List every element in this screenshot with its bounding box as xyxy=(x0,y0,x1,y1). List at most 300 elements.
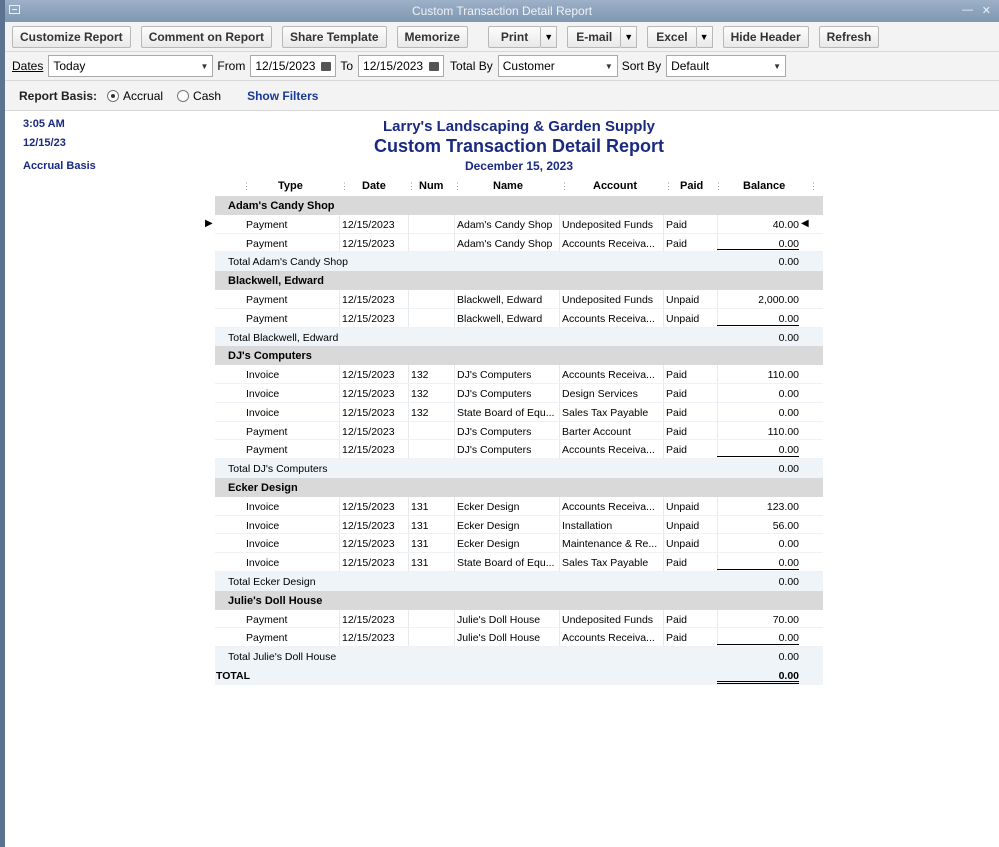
cell-divider xyxy=(663,534,664,552)
dates-value: Today xyxy=(53,59,86,73)
table-row[interactable] xyxy=(215,403,823,422)
cell-divider xyxy=(408,516,409,534)
cell-name: Blackwell, Edward xyxy=(457,312,543,325)
cell-divider xyxy=(559,309,560,327)
cell-paid: Paid xyxy=(666,369,688,382)
cell-name: Adam's Candy Shop xyxy=(457,218,553,231)
subtotal-label: Total Blackwell, Edward xyxy=(228,331,339,344)
minimize-icon[interactable]: — xyxy=(962,4,973,16)
cell-type: Payment xyxy=(246,293,288,306)
cell-balance: 0.00 xyxy=(778,237,799,250)
cell-account: Undeposited Funds xyxy=(562,613,654,626)
cell-balance: 0.00 xyxy=(778,312,799,325)
excel-button[interactable]: Excel xyxy=(647,26,696,48)
table-row[interactable] xyxy=(215,384,823,403)
sort-by-label: Sort By xyxy=(621,59,662,73)
print-split-button xyxy=(478,26,557,48)
column-resize-handle[interactable]: ⋮ xyxy=(407,181,416,191)
group-header-row[interactable] xyxy=(215,271,823,290)
cell-divider xyxy=(717,384,718,402)
cell-name: DJ's Computers xyxy=(457,425,532,438)
cell-account: Sales Tax Payable xyxy=(562,557,649,570)
cell-divider xyxy=(717,422,718,440)
cell-balance: 70.00 xyxy=(772,613,799,626)
cell-balance: 0.00 xyxy=(778,632,799,645)
show-filters-link[interactable]: Show Filters xyxy=(247,88,319,103)
radio-unselected-icon[interactable] xyxy=(177,90,189,102)
column-resize-handle[interactable]: ⋮ xyxy=(242,181,251,191)
cell-date: 12/15/2023 xyxy=(342,293,395,306)
dates-select[interactable] xyxy=(48,55,213,77)
cell-balance: 110.00 xyxy=(767,369,799,382)
cell-divider xyxy=(408,290,409,308)
to-date-value: 12/15/2023 xyxy=(363,59,424,73)
cell-divider xyxy=(663,553,664,571)
cell-divider xyxy=(408,403,409,421)
subtotal-underline xyxy=(717,325,799,326)
row-pointer-left-icon: ◀ xyxy=(801,217,809,229)
cell-type: Invoice xyxy=(246,387,280,400)
cell-divider xyxy=(454,384,455,402)
cell-account: Accounts Receiva... xyxy=(562,312,655,325)
column-header-balance[interactable]: Balance xyxy=(743,180,786,192)
from-date-value: 12/15/2023 xyxy=(255,59,316,73)
cell-date: 12/15/2023 xyxy=(342,218,395,231)
excel-dropdown-icon[interactable]: ▼ xyxy=(697,26,713,48)
total-by-select[interactable] xyxy=(498,55,618,77)
cell-type: Invoice xyxy=(246,369,280,382)
chevron-down-icon: ▼ xyxy=(604,61,613,71)
cell-divider xyxy=(663,365,664,383)
table-row[interactable] xyxy=(215,610,823,629)
column-resize-handle[interactable]: ⋮ xyxy=(809,181,818,191)
cell-date: 12/15/2023 xyxy=(342,557,395,570)
cell-divider xyxy=(559,384,560,402)
column-resize-handle[interactable]: ⋮ xyxy=(664,181,673,191)
share-template-button[interactable]: Share Template xyxy=(282,26,386,48)
customize-report-button[interactable]: Customize Report xyxy=(12,26,131,48)
cell-divider xyxy=(717,534,718,552)
to-label: To xyxy=(340,59,354,73)
subtotal-label: Total DJ's Computers xyxy=(228,463,328,476)
cell-date: 12/15/2023 xyxy=(342,237,395,250)
grand-total-amount: 0.00 xyxy=(778,669,799,682)
cell-divider xyxy=(408,497,409,515)
chevron-down-icon: ▼ xyxy=(200,61,209,71)
cell-name: Blackwell, Edward xyxy=(457,293,543,306)
report-basis-bar xyxy=(5,81,999,111)
subtotal-underline xyxy=(717,644,799,645)
report-date-range: December 15, 2023 xyxy=(464,159,574,173)
cell-divider xyxy=(454,497,455,515)
cell-divider xyxy=(408,309,409,327)
calendar-icon[interactable] xyxy=(429,62,439,71)
subtotal-row[interactable] xyxy=(215,328,823,347)
cell-name: DJ's Computers xyxy=(457,387,532,400)
cell-divider xyxy=(454,628,455,646)
column-resize-handle[interactable]: ⋮ xyxy=(560,181,569,191)
cell-type: Payment xyxy=(246,312,288,325)
cell-divider xyxy=(454,403,455,421)
cell-divider xyxy=(339,234,340,252)
cell-divider xyxy=(408,234,409,252)
cell-type: Payment xyxy=(246,237,288,250)
subtotal-row[interactable] xyxy=(215,572,823,591)
cell-account: Barter Account xyxy=(562,425,631,438)
cell-balance: 123.00 xyxy=(766,500,799,513)
cell-divider xyxy=(454,516,455,534)
excel-split-button xyxy=(647,26,712,48)
cell-type: Invoice xyxy=(246,519,280,532)
cell-divider xyxy=(339,309,340,327)
cell-name: Ecker Design xyxy=(457,538,520,551)
report-toolbar xyxy=(5,22,999,52)
cell-date: 12/15/2023 xyxy=(342,406,395,419)
column-resize-handle[interactable]: ⋮ xyxy=(453,181,462,191)
cell-divider xyxy=(408,215,409,233)
memorize-button[interactable]: Memorize xyxy=(397,26,468,48)
cell-paid: Paid xyxy=(666,237,688,250)
cell-divider xyxy=(454,290,455,308)
from-date-field[interactable] xyxy=(250,55,336,77)
cell-balance: 0.00 xyxy=(778,557,799,570)
column-resize-handle[interactable]: ⋮ xyxy=(340,181,349,191)
table-row[interactable] xyxy=(215,628,823,647)
cell-paid: Unpaid xyxy=(666,312,700,325)
group-label: Ecker Design xyxy=(228,481,298,494)
cell-divider xyxy=(408,553,409,571)
cell-divider xyxy=(408,610,409,628)
cell-divider xyxy=(454,440,455,458)
cell-type: Invoice xyxy=(246,406,280,419)
subtotal-amount: 0.00 xyxy=(778,331,799,344)
comment-on-report-button[interactable]: Comment on Report xyxy=(141,26,272,48)
cell-divider xyxy=(339,422,340,440)
subtotal-underline xyxy=(717,569,799,570)
cell-name: Ecker Design xyxy=(457,500,520,513)
table-row[interactable] xyxy=(215,290,823,309)
cell-name: Julie's Doll House xyxy=(457,613,541,626)
email-button[interactable]: E-mail xyxy=(567,26,621,48)
cell-divider xyxy=(717,516,718,534)
cell-divider xyxy=(559,215,560,233)
column-header-account[interactable]: Account xyxy=(593,180,637,192)
cell-divider xyxy=(339,534,340,552)
cell-name: Adam's Candy Shop xyxy=(457,237,553,250)
cell-paid: Unpaid xyxy=(666,519,700,532)
cell-divider xyxy=(663,290,664,308)
cell-type: Payment xyxy=(246,444,288,457)
cell-divider xyxy=(454,534,455,552)
cell-type: Payment xyxy=(246,218,288,231)
cell-divider xyxy=(559,534,560,552)
column-header-num[interactable]: Num xyxy=(419,180,444,192)
cell-divider xyxy=(339,215,340,233)
cell-num: 132 xyxy=(411,369,429,382)
cell-name: Julie's Doll House xyxy=(457,632,541,645)
grand-total-row[interactable] xyxy=(215,666,823,685)
table-row[interactable] xyxy=(215,497,823,516)
table-row[interactable] xyxy=(215,309,823,328)
cell-divider xyxy=(454,422,455,440)
total-by-label: Total By xyxy=(450,59,493,73)
cell-paid: Paid xyxy=(666,406,688,419)
cell-divider xyxy=(663,234,664,252)
cell-balance: 2,000.00 xyxy=(758,293,799,306)
row-pointer-right-icon: ▶ xyxy=(205,217,213,229)
column-header-type[interactable]: Type xyxy=(278,180,303,192)
subtotal-amount: 0.00 xyxy=(778,575,799,588)
subtotal-label: Total Julie's Doll House xyxy=(228,651,337,664)
column-header-paid[interactable]: Paid xyxy=(680,180,704,192)
cell-date: 12/15/2023 xyxy=(342,500,395,513)
group-header-row[interactable] xyxy=(215,346,823,365)
dates-label: Dates xyxy=(12,59,44,73)
cell-paid: Paid xyxy=(666,218,688,231)
cell-divider xyxy=(559,290,560,308)
cell-divider xyxy=(454,365,455,383)
refresh-button[interactable]: Refresh xyxy=(819,26,880,48)
group-header-row[interactable] xyxy=(215,591,823,610)
cell-account: Accounts Receiva... xyxy=(562,632,655,645)
cell-account: Undeposited Funds xyxy=(562,293,654,306)
email-dropdown-icon[interactable]: ▼ xyxy=(621,26,637,48)
table-row[interactable] xyxy=(215,365,823,384)
group-label: Julie's Doll House xyxy=(228,594,323,607)
radio-selected-icon[interactable] xyxy=(107,90,119,102)
sort-by-value: Default xyxy=(671,59,710,73)
cell-date: 12/15/2023 xyxy=(342,632,395,645)
cell-account: Undeposited Funds xyxy=(562,218,654,231)
column-header-date[interactable]: Date xyxy=(362,180,386,192)
subtotal-label: Total Ecker Design xyxy=(228,575,316,588)
cell-paid: Unpaid xyxy=(666,538,700,551)
column-headers xyxy=(215,178,823,196)
cell-type: Invoice xyxy=(246,557,280,570)
accrual-label: Accrual xyxy=(123,88,164,103)
cell-divider xyxy=(339,497,340,515)
print-button[interactable]: Print xyxy=(488,26,541,48)
report-basis-label: Report Basis: xyxy=(19,88,98,103)
cell-divider xyxy=(559,440,560,458)
close-icon[interactable]: ✕ xyxy=(981,5,991,17)
group-header-row[interactable] xyxy=(215,478,823,497)
cell-divider xyxy=(717,290,718,308)
cell-date: 12/15/2023 xyxy=(342,444,395,457)
cell-divider xyxy=(559,403,560,421)
cell-divider xyxy=(717,610,718,628)
cell-account: Accounts Receiva... xyxy=(562,237,655,250)
chevron-down-icon: ▼ xyxy=(773,61,782,71)
cell-divider xyxy=(559,422,560,440)
filter-bar xyxy=(5,52,999,81)
cell-divider xyxy=(339,365,340,383)
group-label: DJ's Computers xyxy=(228,350,312,363)
cell-divider xyxy=(454,215,455,233)
table-row[interactable] xyxy=(215,234,823,253)
company-name: Larry's Landscaping & Garden Supply xyxy=(383,118,655,135)
subtotal-amount: 0.00 xyxy=(778,651,799,664)
calendar-icon[interactable] xyxy=(321,62,331,71)
cell-balance: 0.00 xyxy=(778,444,799,457)
grand-total-label: TOTAL xyxy=(216,669,251,682)
cell-divider xyxy=(559,234,560,252)
group-label: Blackwell, Edward xyxy=(228,275,324,288)
column-resize-handle[interactable]: ⋮ xyxy=(714,181,723,191)
cell-divider xyxy=(339,384,340,402)
cell-divider xyxy=(717,365,718,383)
cell-date: 12/15/2023 xyxy=(342,613,395,626)
cell-divider xyxy=(663,516,664,534)
cell-account: Installation xyxy=(562,519,613,532)
report-time: 3:05 AM xyxy=(23,118,65,130)
cell-divider xyxy=(559,497,560,515)
table-row[interactable] xyxy=(215,553,823,572)
cell-balance: 0.00 xyxy=(778,406,799,419)
cell-type: Payment xyxy=(246,425,288,438)
cell-divider xyxy=(663,384,664,402)
cell-paid: Paid xyxy=(666,387,688,400)
cell-divider xyxy=(408,384,409,402)
cell-paid: Paid xyxy=(666,632,688,645)
cell-name: State Board of Equ... xyxy=(457,406,555,419)
cell-divider xyxy=(408,422,409,440)
cell-divider xyxy=(559,628,560,646)
cell-divider xyxy=(339,610,340,628)
subtotal-underline xyxy=(717,249,799,250)
cash-label: Cash xyxy=(193,88,222,103)
subtotal-amount: 0.00 xyxy=(778,463,799,476)
cell-divider xyxy=(339,403,340,421)
cell-divider xyxy=(717,403,718,421)
sort-by-select[interactable] xyxy=(666,55,786,77)
system-menu-icon[interactable] xyxy=(9,5,20,14)
cell-name: State Board of Equ... xyxy=(457,557,555,570)
cell-num: 132 xyxy=(411,387,429,400)
cell-divider xyxy=(663,628,664,646)
cell-divider xyxy=(408,534,409,552)
cell-divider xyxy=(663,610,664,628)
cell-divider xyxy=(454,309,455,327)
cell-divider xyxy=(559,365,560,383)
group-header-row[interactable] xyxy=(215,196,823,215)
cell-num: 131 xyxy=(411,500,429,513)
cell-divider xyxy=(559,610,560,628)
cell-divider xyxy=(559,516,560,534)
cell-paid: Paid xyxy=(666,425,688,438)
cell-date: 12/15/2023 xyxy=(342,519,395,532)
cell-type: Payment xyxy=(246,613,288,626)
cell-num: 131 xyxy=(411,538,429,551)
cell-type: Invoice xyxy=(246,500,280,513)
cell-divider xyxy=(408,440,409,458)
table-row[interactable] xyxy=(215,440,823,459)
table-row[interactable] xyxy=(205,215,823,234)
subtotal-amount: 0.00 xyxy=(778,256,799,269)
cell-divider xyxy=(717,497,718,515)
cell-balance: 0.00 xyxy=(778,538,799,551)
table-row[interactable] xyxy=(215,422,823,441)
cell-balance: 110.00 xyxy=(767,425,799,438)
cell-account: Design Services xyxy=(562,387,638,400)
cell-divider xyxy=(339,516,340,534)
cell-name: DJ's Computers xyxy=(457,444,532,457)
cell-divider xyxy=(454,610,455,628)
group-label: Adam's Candy Shop xyxy=(228,200,335,212)
cell-account: Accounts Receiva... xyxy=(562,369,655,382)
cell-divider xyxy=(339,440,340,458)
cell-paid: Paid xyxy=(666,557,688,570)
total-by-value: Customer xyxy=(502,59,555,73)
column-header-name[interactable]: Name xyxy=(493,180,523,192)
subtotal-row[interactable] xyxy=(215,459,823,478)
cell-num: 132 xyxy=(411,406,429,419)
subtotal-label: Total Adam's Candy Shop xyxy=(228,256,348,269)
print-dropdown-icon[interactable]: ▼ xyxy=(541,26,557,48)
report-basis-note: Accrual Basis xyxy=(23,160,96,172)
cell-divider xyxy=(663,309,664,327)
cell-paid: Unpaid xyxy=(666,293,700,306)
cell-account: Accounts Receiva... xyxy=(562,500,655,513)
cell-account: Maintenance & Re... xyxy=(562,538,658,551)
cell-date: 12/15/2023 xyxy=(342,312,395,325)
cell-divider xyxy=(339,290,340,308)
cell-date: 12/15/2023 xyxy=(342,538,395,551)
cell-num: 131 xyxy=(411,557,429,570)
subtotal-row[interactable] xyxy=(215,252,823,271)
cell-num: 131 xyxy=(411,519,429,532)
window-title: Custom Transaction Detail Report xyxy=(411,4,593,18)
cell-balance: 40.00 xyxy=(772,218,799,231)
cell-divider xyxy=(454,234,455,252)
cell-type: Invoice xyxy=(246,538,280,551)
cell-type: Payment xyxy=(246,632,288,645)
cell-divider xyxy=(663,440,664,458)
report-rows xyxy=(205,196,823,685)
report-title: Custom Transaction Detail Report xyxy=(373,136,665,156)
cell-date: 12/15/2023 xyxy=(342,387,395,400)
cell-divider xyxy=(717,215,718,233)
cell-divider xyxy=(454,553,455,571)
cell-name: Ecker Design xyxy=(457,519,520,532)
cell-divider xyxy=(663,403,664,421)
subtotal-underline xyxy=(717,456,799,457)
report-date: 12/15/23 xyxy=(23,137,66,149)
cell-paid: Paid xyxy=(666,444,688,457)
from-label: From xyxy=(217,59,246,73)
table-row[interactable] xyxy=(215,534,823,553)
accrual-radio[interactable] xyxy=(107,89,163,103)
cash-radio[interactable] xyxy=(177,89,221,103)
title-bar xyxy=(5,0,999,22)
cell-name: DJ's Computers xyxy=(457,369,532,382)
to-date-field[interactable] xyxy=(358,55,444,77)
table-row[interactable] xyxy=(215,516,823,535)
cell-divider xyxy=(663,422,664,440)
cell-account: Accounts Receiva... xyxy=(562,444,655,457)
cell-divider xyxy=(663,497,664,515)
subtotal-row[interactable] xyxy=(215,647,823,666)
grand-total-double-underline xyxy=(717,681,799,684)
cell-divider xyxy=(408,628,409,646)
cell-divider xyxy=(339,628,340,646)
cell-divider xyxy=(339,553,340,571)
hide-header-button[interactable]: Hide Header xyxy=(723,26,809,48)
cell-account: Sales Tax Payable xyxy=(562,406,649,419)
cell-divider xyxy=(663,215,664,233)
cell-balance: 0.00 xyxy=(778,387,799,400)
email-split-button xyxy=(567,26,637,48)
